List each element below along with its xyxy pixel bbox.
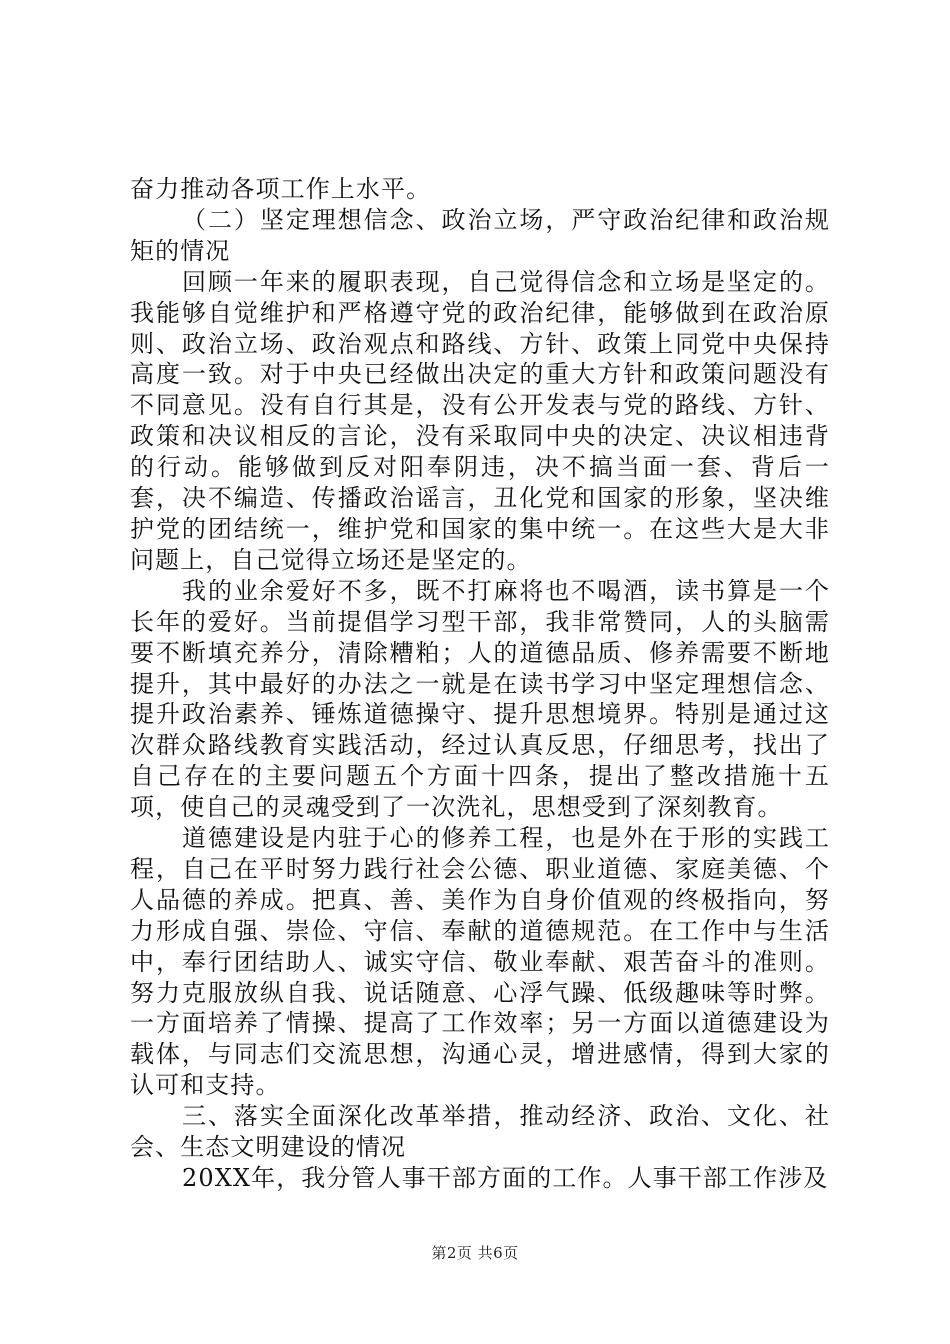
document-body	[130, 174, 830, 1194]
section-heading: （二）坚定理想信念、政治立场，严守政治纪律和政治规矩的情况	[130, 205, 830, 265]
paragraph: 回顾一年来的履职表现，自己觉得信念和立场是坚定的。我能够自觉维护和严格遵守党的政治纪律，能够做到在政治原则、政治立场、政治观点和路线、方针、政策上同党中央保持高度一致。对于中央已经做出决定的重大方针和政策问题没有不同意见。没有自行其是，没有公开发表与党的路线、方针、政策和决议相反的言论，没有采取同中央的决定、决议相违背的行动。能够做到反对阳奉阴违，决不搞当面一套、背后一套，决不编造、传播政治谣言，丑化党和国家的形象，坚决维护党的团结统一，维护党和国家的集中统一。在这些大是大非问题上，自己觉得立场还是坚定的。	[130, 267, 830, 574]
page-number-footer: 第2页 共6页	[431, 1244, 519, 1262]
paragraph: 奋力推动各项工作上水平。	[130, 175, 432, 203]
paragraph: 20XX年，我分管人事干部方面的工作。人事干部工作涉及	[182, 1164, 829, 1192]
paragraph: 我的业余爱好不多，既不打麻将也不喝酒，读书算是一个长年的爱好。当前提倡学习型干部，我非常赞同，人的头脑需要不断填充养分，清除糟粕；人的道德品质、修养需要不断地提升，其中最好的办法之一就是在读书学习中坚定理想信念、提升政治素养、锤炼道德操守、提升思想境界。特别是通过这次群众路线教育实践活动，经过认真反思，仔细思考，找出了自己存在的主要问题五个方面十四条，提出了整改措施十五项，使自己的灵魂受到了一次洗礼，思想受到了深刻教育。	[130, 576, 830, 822]
section-heading: 三、落实全面深化改革举措，推动经济、政治、文化、社会、生态文明建设的情况	[130, 1102, 830, 1162]
paragraph: 道德建设是内驻于心的修养工程，也是外在于形的实践工程，自己在平时努力践行社会公德、职业道德、家庭美德、个人品德的养成。把真、善、美作为自身价值观的终极指向，努力形成自强、崇俭、守信、奉献的道德规范。在工作中与生活中，奉行团结助人、诚实守信、敬业奉献、艰苦奋斗的准则。努力克服放纵自我、说话随意、心浮气躁、低级趣味等时弊。一方面培养了情操、提高了工作效率；另一方面以道德建设为载体，与同志们交流思想，沟通心灵，增进感情，得到大家的认可和支持。	[130, 824, 830, 1100]
